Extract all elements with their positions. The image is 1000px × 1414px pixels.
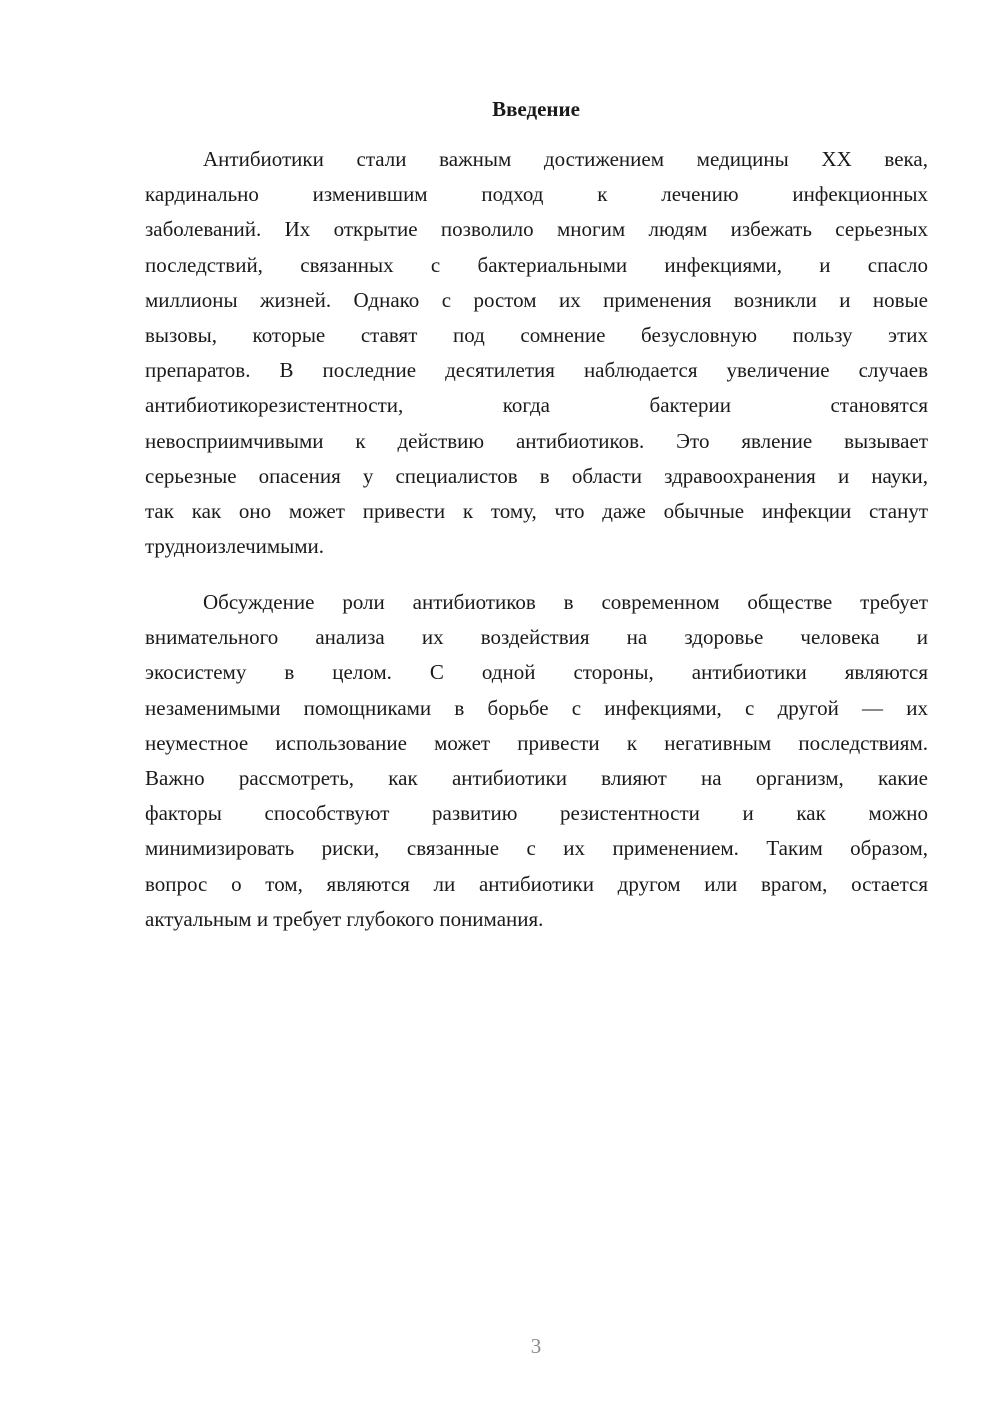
- text-line: так как оно может привести к тому, что даже обычные инфекции станут: [145, 498, 928, 523]
- section-title: Введение: [492, 97, 580, 121]
- text-line: незаменимыми помощниками в борьбе с инфекциями, с другой — их: [145, 695, 928, 720]
- text-line: невосприимчивыми к действию антибиотиков. Это явление вызывает: [145, 428, 928, 453]
- text-line: экосистему в целом. С одной стороны, антибиотики являются: [145, 660, 928, 685]
- text-line: минимизировать риски, связанные с их применением. Таким образом,: [145, 836, 928, 861]
- page-number: 3: [530, 1334, 542, 1358]
- text-line: Антибиотики стали важным достижением медицины XX века,: [203, 147, 928, 171]
- text-line: антибиотикорезистентности, когда бактерии становятся: [145, 393, 928, 418]
- text-line: неуместное использование может привести к негативным последствиям.: [145, 730, 928, 755]
- text-line: Обсуждение роли антибиотиков в современном обществе требует: [203, 590, 928, 614]
- paragraph-2: [145, 585, 928, 937]
- text-line: заболеваний. Их открытие позволило многим людям избежать серьезных: [145, 217, 928, 242]
- text-line: внимательного анализа их воздействия на здоровье человека и: [145, 625, 928, 650]
- text-line: вызовы, которые ставят под сомнение безусловную пользу этих: [145, 322, 928, 347]
- text-line: последствий, связанных с бактериальными инфекциями, и спасло: [145, 252, 928, 277]
- text-line: Важно рассмотреть, как антибиотики влияют на организм, какие: [145, 765, 928, 790]
- text-line: актуальным и требует глубокого понимания.: [145, 906, 544, 931]
- text-line: серьезные опасения у специалистов в области здравоохранения и науки,: [145, 463, 928, 488]
- text-line: факторы способствуют развитию резистентности и как можно: [145, 801, 928, 826]
- text-line: трудноизлечимыми.: [145, 534, 325, 559]
- text-line: вопрос о том, являются ли антибиотики другом или врагом, остается: [145, 871, 928, 896]
- text-line: кардинально изменившим подход к лечению инфекционных: [145, 182, 928, 207]
- text-line: миллионы жизней. Однако с ростом их применения возникли и новые: [145, 287, 928, 312]
- paragraph-1: [145, 142, 928, 564]
- text-line: препаратов. В последние десятилетия наблюдается увеличение случаев: [145, 358, 928, 383]
